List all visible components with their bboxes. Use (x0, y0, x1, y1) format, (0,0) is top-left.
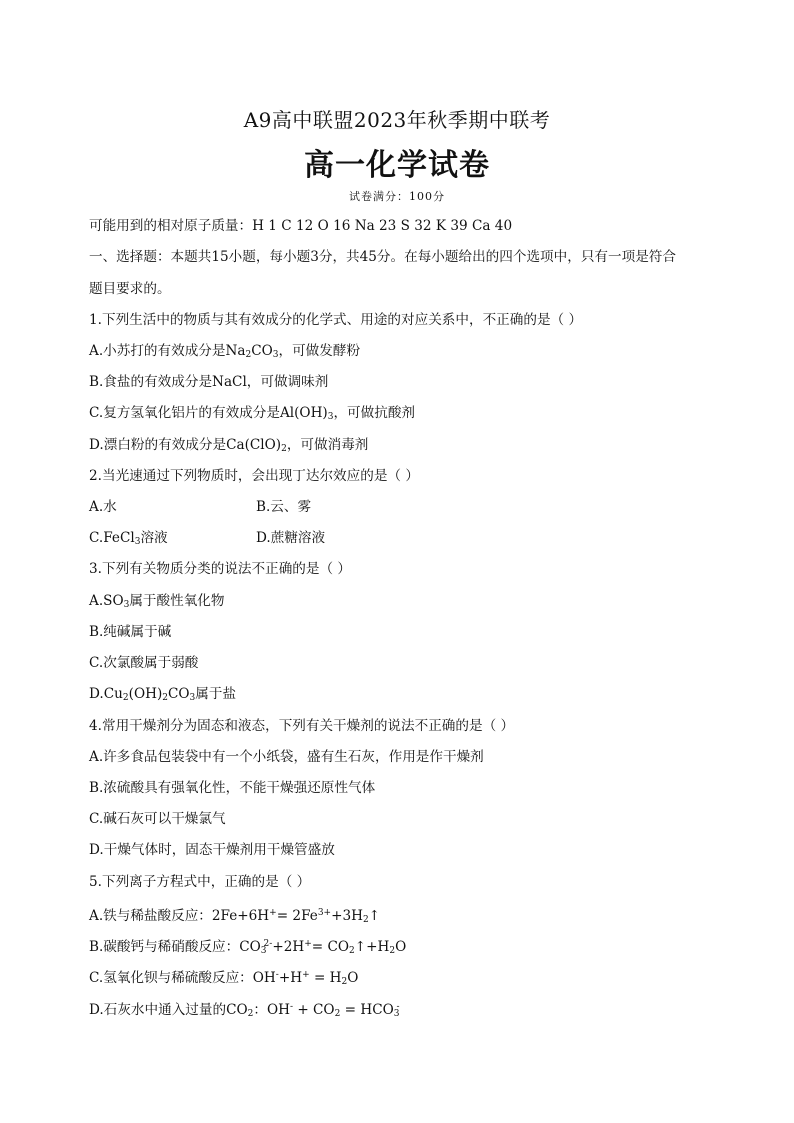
question-2-option-d: D.蔗糖溶液 (256, 530, 326, 546)
question-1-option-b: B.食盐的有效成分是NaCl，可做调味剂 (89, 374, 329, 390)
superscript: 2- (263, 939, 273, 949)
question-2-option-b: B.云、雾 (256, 499, 312, 515)
subscript: 2 (334, 1009, 341, 1019)
text: = HCO (340, 1002, 394, 1018)
subscript: 2 (281, 444, 287, 454)
question-5-option-a (89, 903, 380, 930)
text: ：OH (253, 1002, 290, 1018)
question-1-option-c (89, 403, 415, 427)
superscript: + (302, 970, 310, 980)
text: = CO (311, 939, 350, 955)
question-2-option-a: A.水 (89, 499, 117, 515)
text: = 2Fe (276, 908, 318, 924)
question-2-stem: 2.当光速通过下列物质时，会出现丁达尔效应的是（ ） (89, 468, 419, 484)
question-1-option-a (89, 341, 360, 365)
text: (OH) (128, 686, 163, 702)
superscript: - (275, 970, 279, 980)
text: ，可做发酵粉 (278, 343, 361, 359)
subscript: 2 (363, 915, 369, 925)
subscript: 2 (349, 946, 355, 956)
text: +2H (272, 939, 305, 955)
subscript: 3 (260, 946, 267, 956)
superscript: + (304, 939, 312, 949)
text: C.氢氧化钡与稀硫酸反应：OH (89, 970, 276, 986)
subscript: 3 (327, 412, 334, 422)
text: +H (278, 970, 303, 986)
paper-title: 高一化学试卷 (304, 148, 490, 183)
question-4-option-b: B.浓硫酸具有强氧化性，不能干燥强还原性气体 (89, 780, 376, 796)
subscript: 3 (189, 693, 196, 703)
text: A.SO (89, 593, 124, 609)
section-instructions-line2: 题目要求的。 (89, 281, 171, 297)
subscript: 2 (245, 350, 252, 360)
subscript: 2 (341, 977, 348, 987)
text: CO (251, 343, 273, 359)
text: A.铁与稀盐酸反应：2Fe+6H (89, 908, 270, 924)
question-4-option-d: D.干燥气体时，固态干燥剂用干燥管盛放 (89, 842, 335, 858)
superscript: - (396, 1002, 400, 1012)
text: CO (167, 686, 190, 702)
question-3-option-c: C.次氯酸属于弱酸 (89, 655, 199, 671)
question-3-option-a (89, 591, 225, 615)
question-5-option-c (89, 965, 358, 992)
subscript: 2 (122, 693, 129, 703)
text: ，可做抗酸剂 (333, 405, 416, 421)
question-1-stem: 1.下列生活中的物质与其有效成分的化学式、用途的对应关系中，不正确的是（ ） (89, 312, 583, 328)
superscript: - (289, 1002, 293, 1012)
subscript: 3 (123, 600, 130, 610)
subscript: 2 (162, 693, 168, 703)
question-5-stem: 5.下列离子方程式中，正确的是（ ） (89, 874, 311, 890)
text: C.FeCl (89, 530, 135, 546)
text: + CO (293, 1002, 335, 1018)
subscript: 2 (247, 1009, 254, 1019)
subscript: 3 (393, 1009, 400, 1019)
question-5-option-d (89, 997, 400, 1024)
question-4-option-c: C.碱石灰可以干燥氯气 (89, 811, 226, 827)
superscript: + (269, 908, 277, 918)
exam-title: A9高中联盟2023年秋季期中联考 (243, 108, 551, 132)
subscript: 3 (272, 350, 279, 360)
question-2-option-c (89, 528, 168, 552)
text: O (395, 939, 407, 955)
text: +3H (331, 908, 363, 924)
text: O (347, 970, 359, 986)
atomic-masses: 可能用到的相对原子质量：H 1 C 12 O 16 Na 23 S 32 K 39 Ca 40 (89, 218, 513, 234)
text: 属于盐 (195, 686, 237, 702)
text: D.Cu (89, 686, 123, 702)
question-3-option-b: B.纯碱属于碱 (89, 624, 172, 640)
subscript: 3 (134, 537, 141, 547)
question-3-stem: 3.下列有关物质分类的说法不正确的是（ ） (89, 561, 351, 577)
question-5-option-b (89, 934, 406, 961)
question-4-stem: 4.常用干燥剂分为固态和液态，下列有关干燥剂的说法不正确的是（ ） (89, 718, 515, 734)
question-1-option-d (89, 435, 368, 459)
text: = H (309, 970, 342, 986)
full-score: 试卷满分：100分 (349, 190, 445, 203)
text: 属于酸性氧化物 (129, 593, 225, 609)
superscript: 3+ (317, 908, 332, 918)
text: ↑ (368, 908, 381, 924)
text: A.小苏打的有效成分是Na (89, 343, 246, 359)
text: D.石灰水中通入过量的CO (89, 1002, 248, 1018)
text: ，可做消毒剂 (286, 437, 369, 453)
subscript: 2 (389, 946, 396, 956)
question-3-option-d (89, 684, 236, 708)
question-4-option-a: A.许多食品包装袋中有一个小纸袋，盛有生石灰，作用是作干燥剂 (89, 749, 484, 765)
text: C.复方氢氧化铝片的有效成分是Al(OH) (89, 405, 328, 421)
text: B.碳酸钙与稀硝酸反应：CO (89, 939, 261, 955)
text: 溶液 (140, 530, 168, 546)
text: D.漂白粉的有效成分是Ca(ClO) (89, 437, 282, 453)
section-instructions-line1: 一、选择题：本题共15小题，每小题3分，共45分。在每小题给出的四个选项中，只有一项是符合 (89, 249, 676, 265)
text: ↑+H (354, 939, 390, 955)
